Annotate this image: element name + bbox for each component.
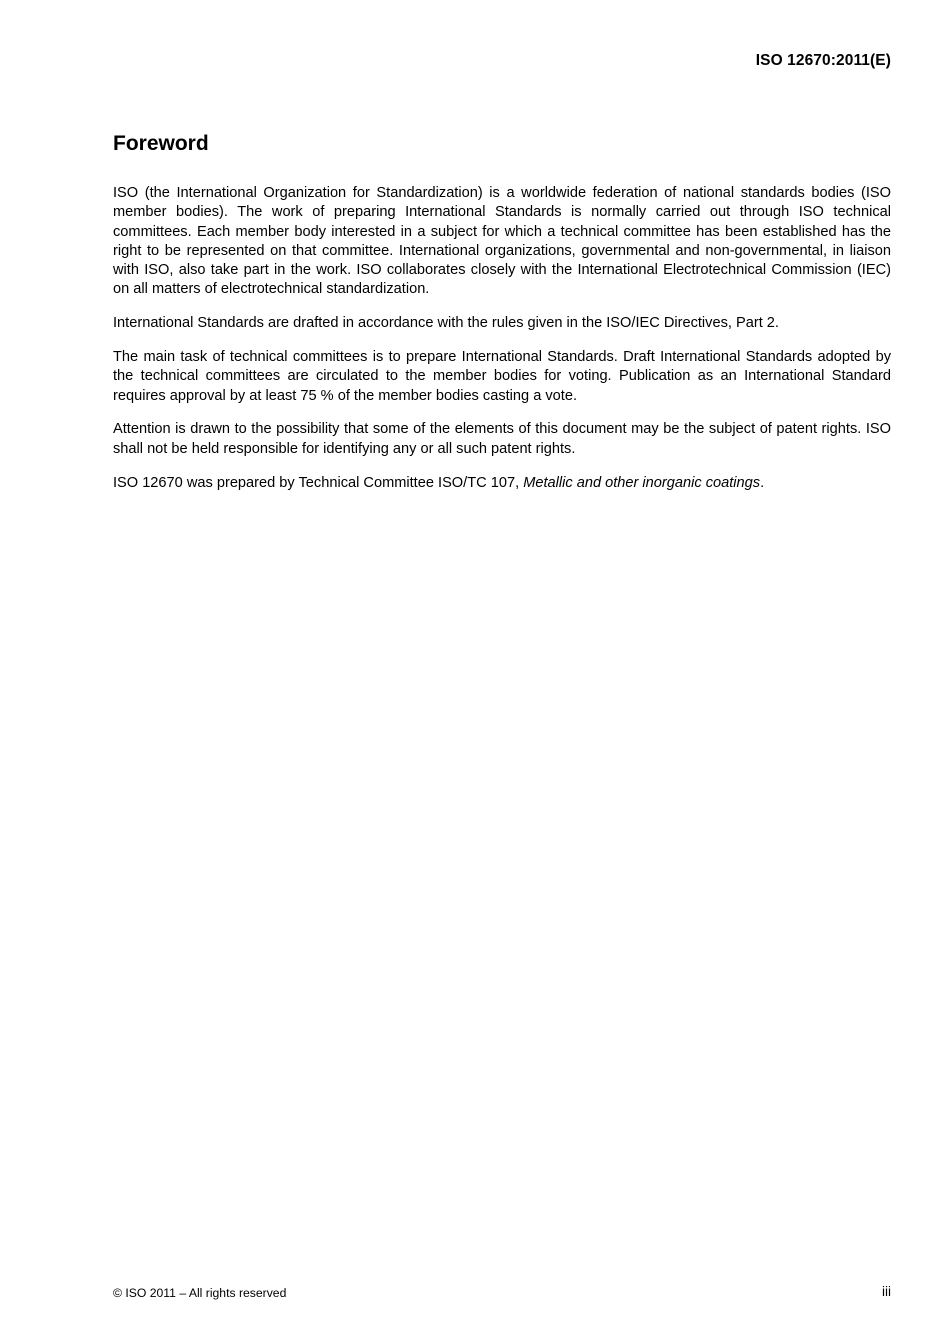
paragraph-committee-task: The main task of technical committees is to prepare International Standards. Draft International Standards adopted by the technical committees are circulated to the member bodies for voting. Publication as an International Standard requires approval by at least 75 % of the member bodies casting a vote. <box>113 349 891 404</box>
paragraph-iso-overview: ISO (the International Organization for Standardization) is a worldwide federation of national standards bodies (ISO member bodies). The work of preparing International Standards is normally carried out through ISO technical committees. Each member body interested in a subject for which a technical committee has been established has the right to be represented on that committee. International organizations, governmental and non-governmental, in liaison with ISO, also take part in the work. ISO collaborates closely with the International Electrotechnical Commission (IEC) on all matters of electrotechnical standardization. <box>113 185 891 298</box>
page-number: iii <box>882 1284 891 1299</box>
preparation-prefix: ISO 12670 was prepared by Technical Committee ISO/TC 107, <box>113 474 524 491</box>
committee-name: Metallic and other inorganic coatings <box>523 474 761 491</box>
paragraph-preparation <box>113 474 891 493</box>
copyright-footer: © ISO 2011 – All rights reserved <box>113 1286 287 1300</box>
paragraph-patent-notice: Attention is drawn to the possibility that some of the elements of this document may be the subject of patent rights. ISO shall not be held responsible for identifying any or all such patent rights. <box>113 421 891 457</box>
foreword-section <box>113 130 891 507</box>
paragraph-drafting-rules: International Standards are drafted in accordance with the rules given in the ISO/IEC Directives, Part 2. <box>113 315 779 332</box>
document-id-header: ISO 12670:2011(E) <box>755 52 891 69</box>
section-title: Foreword <box>113 132 209 155</box>
preparation-suffix: . <box>760 474 765 491</box>
